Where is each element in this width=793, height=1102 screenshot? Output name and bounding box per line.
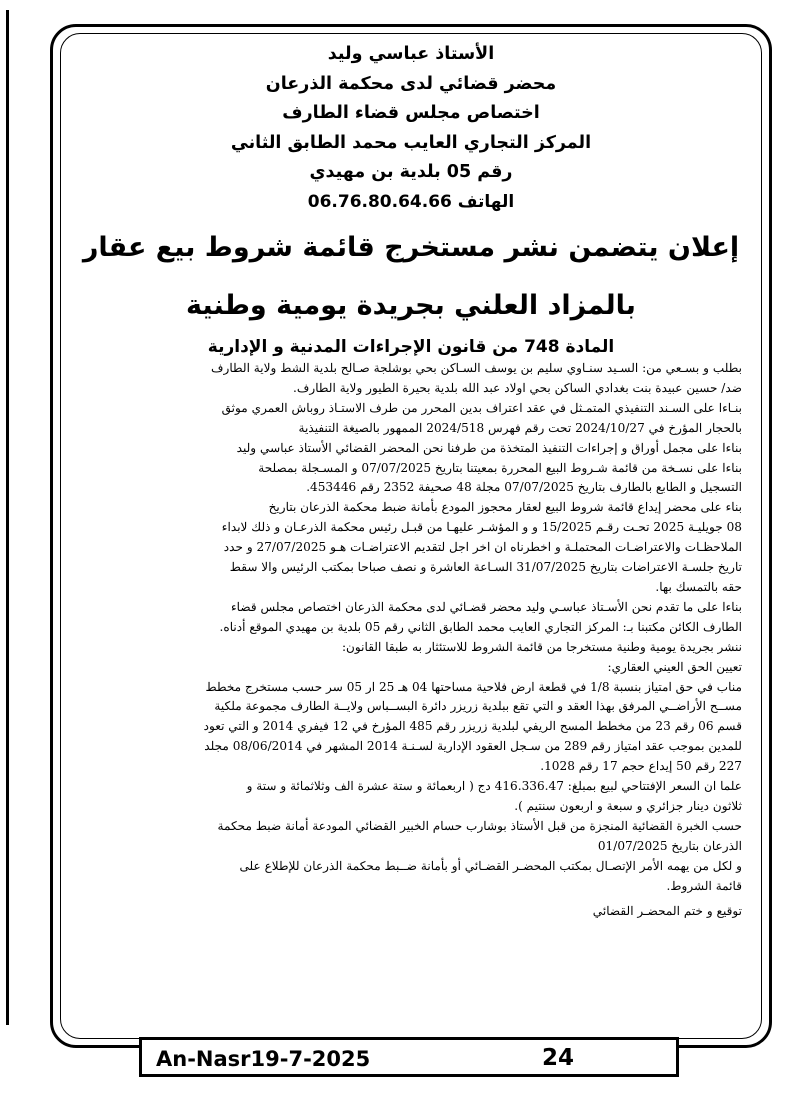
notice-title-line2: بالمزاد العلني بجريدة يومية وطنية xyxy=(186,290,636,321)
bailiff-address-number: رقم 05 بلدية بن مهيدي xyxy=(309,162,513,182)
notice-body-line: التسجيل و الطابع بالطارف بتاريخ 07/07/2025 مجلة 48 صحيفة 2352 رقم 453446. xyxy=(306,480,742,495)
bailiff-phone: الهاتف 06.76.80.64.66 xyxy=(307,191,515,212)
notice-body-line: و لكل من يهمه الأمر الإتصـال بمكتب المحضـر القضـائي أو بأمانة ضــبط محكمة الذرعان للإطلاع على xyxy=(239,858,742,873)
notice-body-line: مســح الأراضــي المرفق بهذا العقد و التي تقع ببلدية زريزر دائرة البســباس ولايــة الطارف مجموعة ملكية xyxy=(214,699,742,714)
bailiff-title: محضر قضائي لدى محكمة الذرعان xyxy=(265,73,557,94)
notice-body-line: الذرعان بتاريخ 01/07/2025 xyxy=(597,838,742,853)
signature-line: توقيع و ختم المحضـر القضائي xyxy=(592,904,742,919)
notice-body-line: حسب الخبرة القضائية المنجزة من قبل الأستاذ بوشارب حسام الخبير القضائي المودعة أمانة ضبط محكمة xyxy=(217,818,742,833)
notice-body-line: بناءا على مجمل أوراق و إجراءات التنفيذ المتخذة من طرفنا نحن المحضر القضائي الأستاذ عباسي وليد xyxy=(236,440,742,455)
notice-body-line: بناءا على نسـخة من قائمة شـروط البيع المحررة بمعيتنا بتاريخ 07/07/2025 و المسـجلة بمصلحة xyxy=(258,460,742,475)
notice-body-line: قسم 06 رقم 23 من مخطط المسح الريفي لبلدية زريزر رقم 485 المؤرخ في 12 فيفري 2014 و التي تعود xyxy=(203,719,742,734)
page-number: 24 xyxy=(542,1045,575,1071)
notice-title-line1: إعلان يتضمن نشر مستخرج قائمة شروط بيع عقار xyxy=(82,232,740,263)
legal-notice xyxy=(80,40,742,1030)
notice-body-line: تعيين الحق العيني العقاري: xyxy=(607,659,742,674)
notice-body-line: ضد/ حسين عبيدة بنت بغدادي الساكن بحي اولاد عبد الله بلدية بحيرة الطيور ولاية الطارف. xyxy=(292,380,742,395)
notice-body-line: علما ان السعر الإفتتاحي لبيع بمبلغ: 416.336.47 دج ( اربعمائة و ستة عشرة الف وثلاثمائة و ستة و xyxy=(246,779,742,794)
notice-body-line: بنـاءا على السـند التنفيذي المتمـثل في عقد اعتراف بدين المحرر من طرف الاستـاذ روباش العمري موثق xyxy=(221,400,742,415)
notice-body-line: 08 جويليـة 2025 تحـت رقـم 15/2025 و و المؤشـر عليهـا من قبـل رئيس محكمة الذرعـان و ذلك لابداء xyxy=(221,520,742,535)
bailiff-address: المركز التجاري العايب محمد الطابق الثاني xyxy=(230,132,592,153)
bailiff-header xyxy=(80,40,742,217)
page-edge-rule xyxy=(6,10,9,1025)
notice-body-line: بناء على محضر إيداع قائمة شروط البيع لعقار محجوز المودع بأمانة ضبط محكمة الذرعان بتاريخ xyxy=(268,500,742,515)
notice-body-line: للمدين بموجب عقد امتياز رقم 289 من سـجل العقود الإدارية لسـنـة 2014 المشهر في 08/06/2014 مجلد xyxy=(204,739,742,754)
notice-body-line: بالحجار المؤرخ في 2024/10/27 تحت رقم فهرس 2024/518 الممهور بالصيغة التنفيذية xyxy=(298,420,742,435)
notice-body-line: حقه بالتمسك بها. xyxy=(655,579,742,594)
notice-body-line: ثلاثون دينار جزائري و سبعة و اربعون سنتيم ). xyxy=(514,798,742,813)
bailiff-name: الأستاذ عباسي وليد xyxy=(327,44,495,64)
notice-body-line: 227 رقم 50 إيداع حجم 17 رقم 1028. xyxy=(540,759,742,774)
page-footer xyxy=(139,1037,679,1077)
notice-body-line: ننشر بجريدة يومية وطنية مستخرجا من قائمة الشروط للاستئثار به طبقا القانون: xyxy=(341,639,742,654)
notice-body-line: الملاحظـات والاعتراضـات المحتملـة و اخطرناه ان اخر اجل لتقديم الاعتراضـات هـو 27/07/2025 و حدد xyxy=(223,540,742,555)
notice-body xyxy=(80,359,742,896)
notice-body-line: قائمة الشروط. xyxy=(666,878,742,893)
law-reference: المادة 748 من قانون الإجراءات المدنية و الإدارية xyxy=(207,337,615,357)
notice-body-line: مناب في حق امتياز بنسبة 1/8 في قطعة ارض فلاحية مساحتها 04 هـ 25 ار 05 سر حسب مستخرج مخطط xyxy=(205,679,742,694)
notice-body-line: بناءا على ما تقدم نحن الأسـتاذ عباسـي وليد محضر قضـائي لدى محكمة الذرعان اختصاص مجلس قضاء xyxy=(230,599,742,614)
notice-body-line: تاريخ جلسـة الاعتراضات بتاريخ 31/07/2025 السـاعة العاشرة و نصف صباحا بمكتب الرئيس والا سقط xyxy=(229,560,742,575)
bailiff-jurisdiction: اختصاص مجلس قضاء الطارف xyxy=(282,103,540,123)
notice-body-line: بطلب و بسـعي من: السـيد سنـاوي سليم بن يوسف السـاكن بحي بوشلجة صـالح بلدية الشط ولاية الطارف xyxy=(210,361,742,375)
notice-body-line: الطارف الكائن مكتبنا بـ: المركز التجاري العايب محمد الطابق الثاني رقم 05 بلدية بن مهيدي الموقع أدناه. xyxy=(219,619,742,634)
newspaper-date: An-Nasr19-7-2025 xyxy=(156,1047,371,1071)
